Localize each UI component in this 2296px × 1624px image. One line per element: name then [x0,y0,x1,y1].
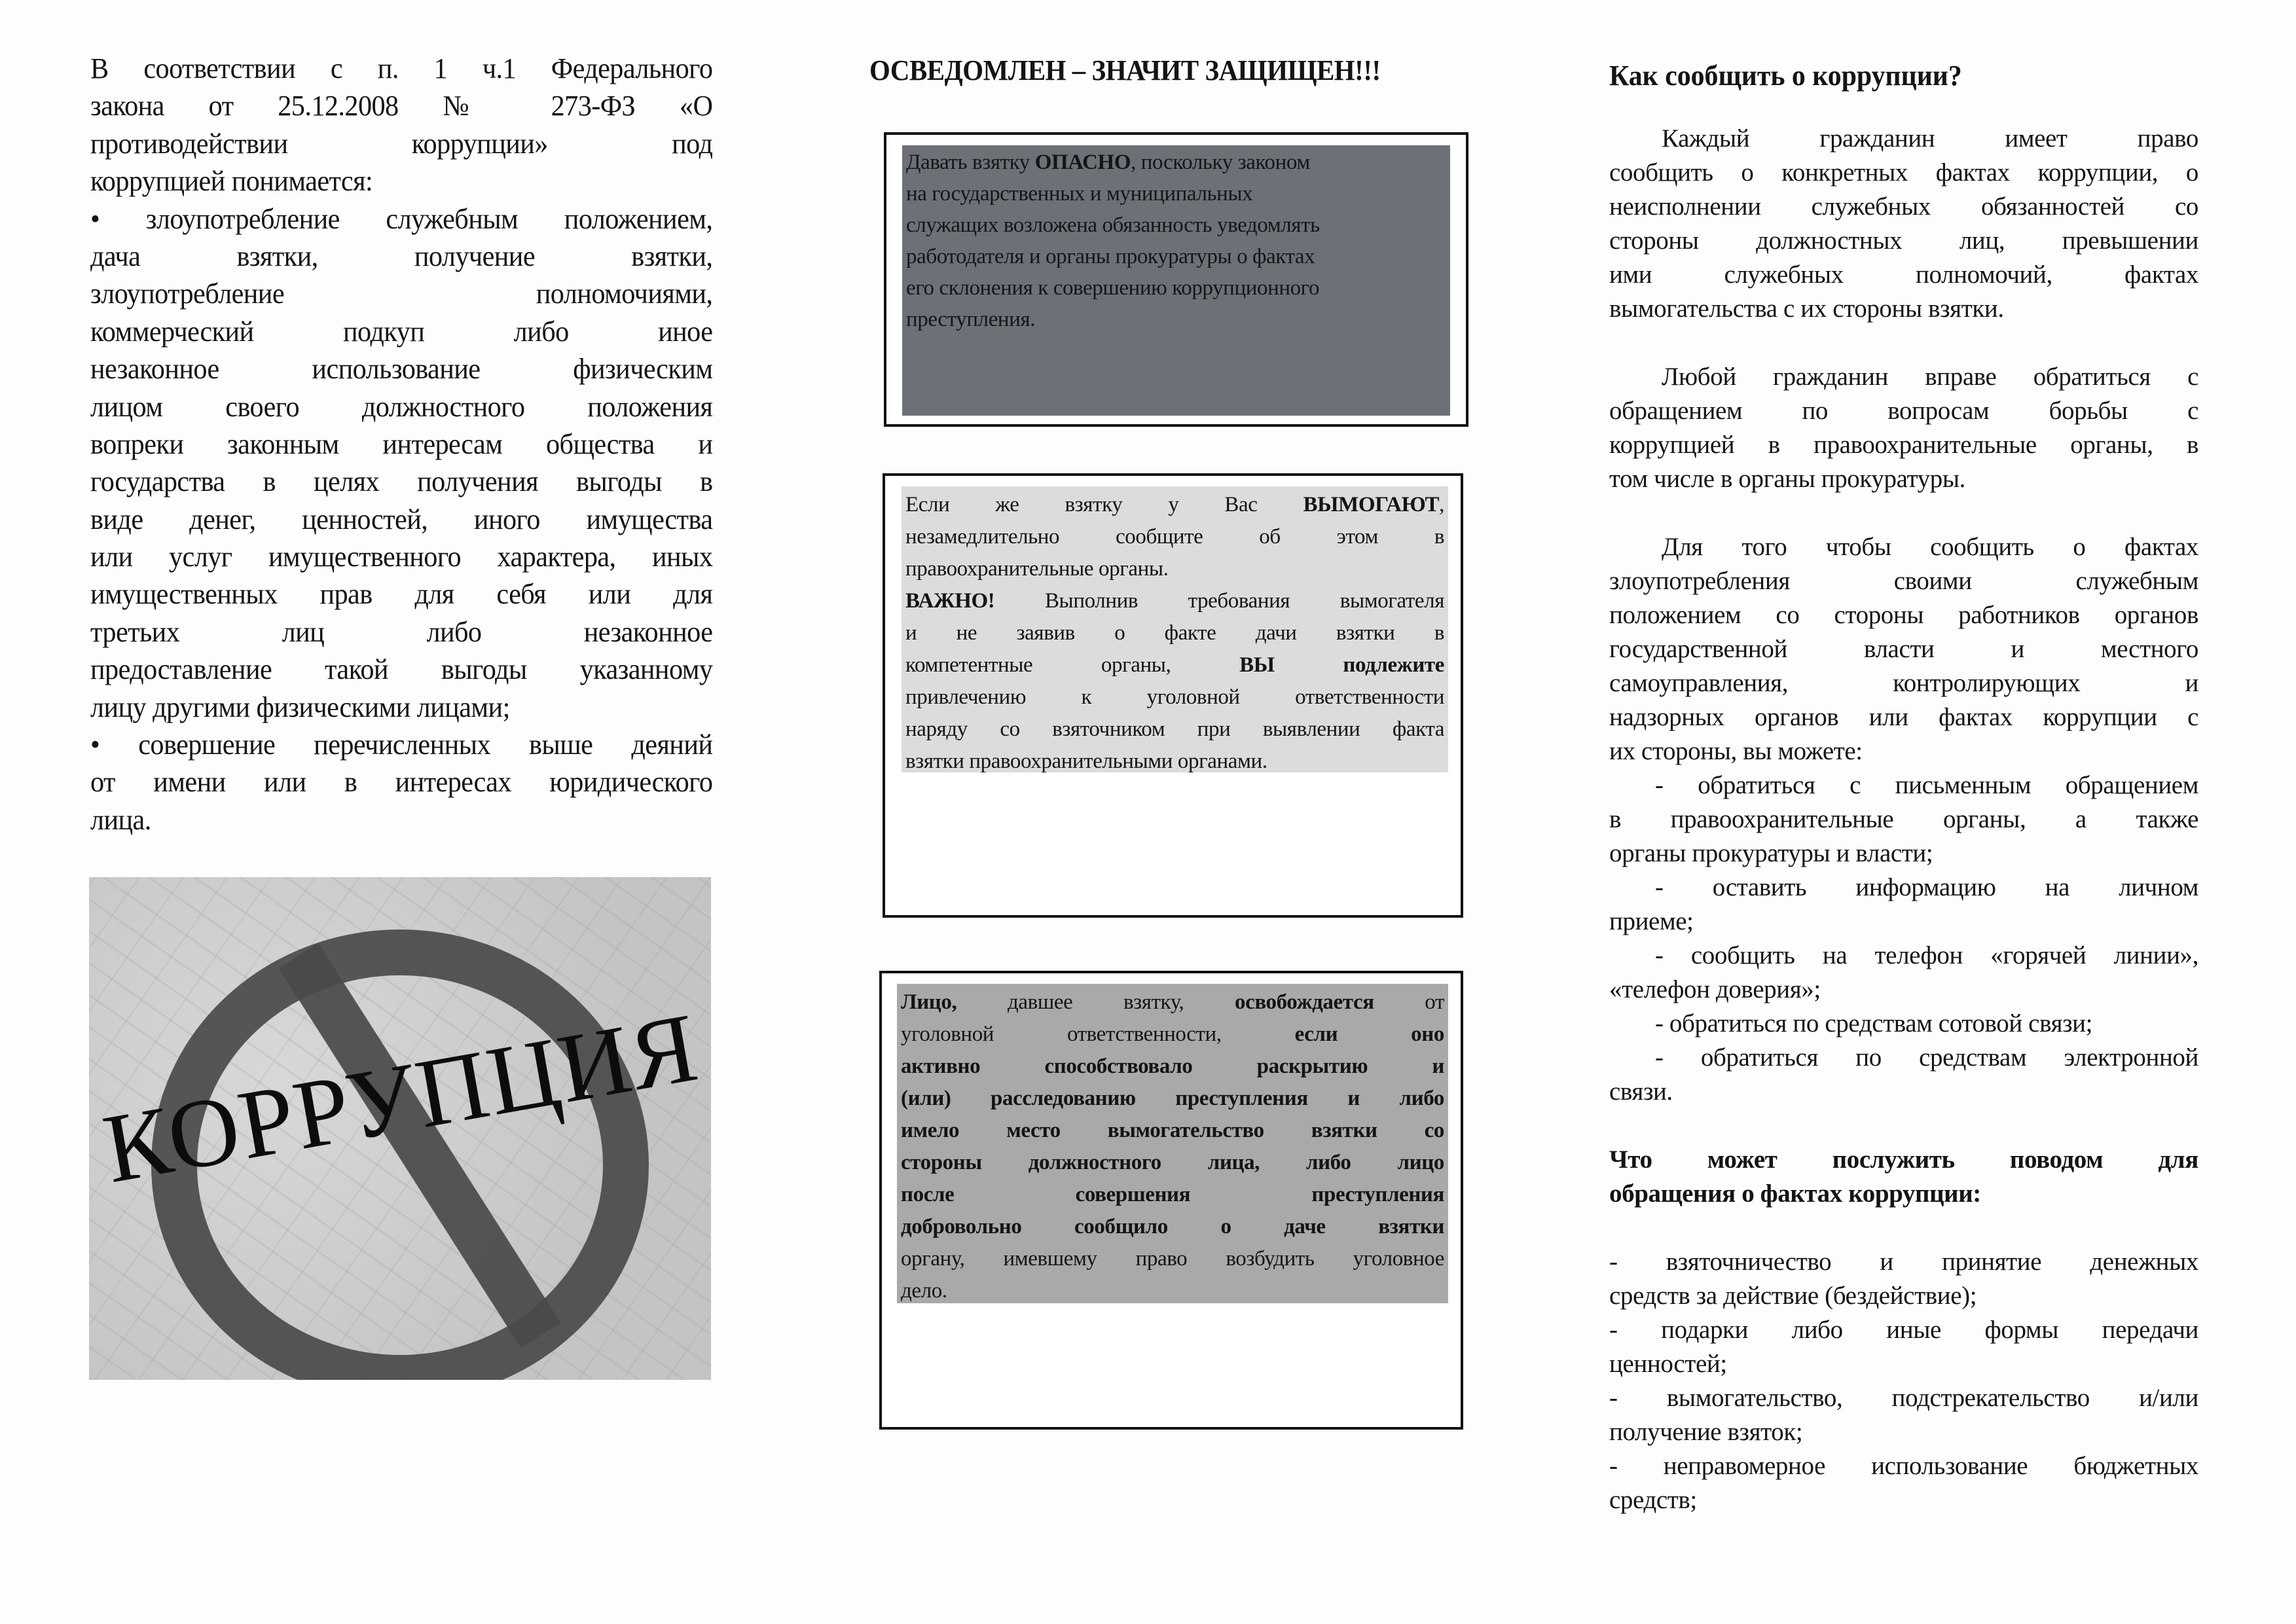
box-text-line [906,241,1446,272]
list-line: - подарки либо иные формы передачи [1609,1316,2198,1344]
text-segment: на государственных и муниципальных [906,182,1253,206]
box-text-line [905,681,1444,713]
list-line: - вымогательство, подстрекательство и/или [1609,1384,2198,1412]
report-way-item [1609,768,2198,871]
paragraph-line: обращением по вопросам борьбы с [1609,397,2198,425]
emphasis-text: после совершения преступления [901,1183,1444,1206]
left-column [90,50,712,839]
definition-line: дача взятки, получение взятки, [90,240,713,272]
definition-line: лица. [90,803,151,836]
box-text-line [905,585,1444,617]
box-text-line [901,986,1444,1019]
definition-line: незаконное использование физическим [90,353,713,386]
emphasis-text: (или) расследованию преступления и либо [901,1087,1444,1110]
info-box-extortion-text [902,486,1448,772]
info-box-danger [884,132,1468,427]
paragraph-line: том числе в органы прокуратуры. [1609,465,1965,493]
box-text-line [905,521,1444,553]
info-box-danger-text [902,145,1450,416]
definition-line: предоставление такой выгоды указанному [90,653,713,686]
definition-line: от имени или в интересах юридического [90,766,713,799]
text-segment: преступления. [906,308,1036,331]
paragraph-line: Любой гражданин вправе обратиться с [1662,363,2198,391]
definition-line: государства в целях получения выгоды в [90,465,713,498]
box-text-line [901,1147,1444,1179]
list-line: связи. [1609,1077,1673,1106]
anti-corruption-image [89,877,711,1380]
box-text-line [905,553,1444,585]
text-segment: компетентные органы, [905,653,1240,677]
box-text-line [906,147,1446,178]
emphasis-text: ВЫ подлежите [1239,653,1444,677]
box-text-line [906,209,1446,241]
corruption-word: КОРРУПЦИЯ [96,992,706,1204]
list-line: - взяточничество и принятие денежных [1609,1248,2198,1276]
text-segment: давшее взятку, [957,990,1235,1014]
box-text-line [901,1275,1444,1307]
definition-line: коммерческий подкуп либо иное [90,315,713,348]
subheading-line: обращения о фактах коррупции: [1609,1180,1981,1208]
reason-item [1609,1313,2198,1381]
text-segment: Выполнив требования вымогателя [994,589,1444,613]
box-text-line [905,489,1444,521]
paragraph-line: Для того чтобы сообщить о фактах [1662,533,2198,561]
paragraph-law-enforcement [1609,360,2198,496]
report-heading: Как сообщить о коррупции? [1609,60,1962,92]
paragraph-line: самоуправления, контролирующих и [1609,669,2198,697]
report-way-item [1609,871,2198,939]
emphasis-text: имело место вымогательство взятки со [901,1119,1444,1142]
emphasis-text: освобождается [1235,990,1374,1014]
list-line: приеме; [1609,907,1694,935]
text-segment: незамедлительно сообщите об этом в [905,525,1444,549]
paragraph-how-to-report [1609,530,2198,768]
list-line: ценностей; [1609,1350,1727,1378]
list-line: средств; [1609,1486,1697,1514]
text-segment: , [1439,493,1444,516]
box-text-line [901,1115,1444,1147]
box-text-line [901,1179,1444,1211]
box-text-line [905,617,1444,649]
emphasis-text: активно способствовало раскрытию и [901,1055,1444,1078]
text-segment: наряду со взяточником при выявлении факта [905,717,1444,741]
definition-line: или услуг имущественного характера, иных [90,541,713,573]
text-segment: дело. [901,1279,947,1303]
definition-line: имущественных прав для себя или для [90,578,713,611]
list-line: - обратиться по средствам электронной [1655,1043,2198,1072]
report-way-item [1609,1007,2198,1041]
reason-item [1609,1245,2198,1313]
reason-item [1609,1449,2198,1517]
definition-line: вопреки законным интересам общества и [90,427,713,460]
text-segment: работодателя и органы прокуратуры о фактах [906,245,1315,268]
definition-line: закона от 25.12.2008 № 273-ФЗ «О [90,90,713,122]
emphasis-text: добровольно сообщило о даче взятки [901,1215,1444,1238]
list-line: в правоохранительные органы, а также [1609,805,2198,833]
text-segment: правоохранительные органы. [905,557,1169,581]
paragraph-line: ими служебных полномочий, фактах [1609,261,2198,289]
paragraph-right-to-report [1609,122,2198,326]
definition-line: виде денег, ценностей, иного имущества [90,503,713,535]
emphasis-text: ВАЖНО! [905,589,995,613]
list-line: - обратиться с письменным обращением [1655,771,2198,799]
list-line: - оставить информацию на личном [1655,873,2198,901]
reason-item [1609,1381,2198,1449]
box-text-line [905,649,1444,681]
paragraph-line: государственной власти и местного [1609,635,2198,663]
paragraph-line: коррупцией в правоохранительные органы, в [1609,431,2198,459]
paragraph-line: злоупотребления своими служебным [1609,567,2198,595]
info-box-exemption-text [897,984,1448,1303]
list-line: получение взяток; [1609,1418,1803,1446]
report-way-item [1609,939,2198,1007]
emphasis-text: Лицо, [901,990,957,1014]
emphasis-text: стороны должностного лица, либо лицо [901,1151,1444,1174]
paragraph-line: сообщить о конкретных фактах коррупции, о [1609,158,2198,187]
definition-line: противодействии коррупции» под [90,127,713,160]
box-text-line [901,1051,1444,1083]
text-segment: служащих возложена обязанность уведомлять [906,213,1320,237]
definition-line: третьих лиц либо незаконное [90,615,713,648]
list-line: средств за действие (бездействие); [1609,1282,1977,1310]
definition-line: • совершение перечисленных выше деяний [90,729,713,761]
text-segment: взятки правоохранительными органами. [905,749,1267,773]
text-segment: и не заявив о факте дачи взятки в [905,621,1444,645]
text-segment: его склонения к совершению коррупционного [906,276,1320,300]
right-column [1609,56,2198,1517]
reasons-list [1609,1245,2198,1517]
emphasis-text: ВЫМОГАЮТ [1303,493,1440,516]
definition-line: В соответствии с п. 1 ч.1 Федерального [90,52,713,84]
box-text-line [905,713,1444,746]
paragraph-line: положением со стороны работников органов [1609,601,2198,629]
box-text-line [901,1211,1444,1243]
definition-line: злоупотребление полномочиями, [90,278,713,310]
paragraph-line: их стороны, вы можете: [1609,737,1863,765]
emphasis-text: ОПАСНО [1034,151,1131,174]
list-line: органы прокуратуры и власти; [1609,839,1933,867]
text-segment: Давать взятку [906,151,1035,174]
list-line: - сообщить на телефон «горячей линии», [1655,941,2198,969]
text-segment: органу, имевшему право возбудить уголовное [901,1247,1444,1271]
text-segment: от [1374,990,1444,1014]
text-segment: , поскольку законом [1131,151,1310,174]
box-text-line [906,304,1446,335]
box-text-line [901,1019,1444,1051]
text-segment: привлечению к уголовной ответственности [905,685,1444,709]
emphasis-text: если оно [1294,1022,1444,1046]
box-text-line [905,746,1444,778]
reasons-subheading [1609,1143,2198,1211]
info-box-extortion [883,473,1463,918]
text-segment: Если же взятку у Вас [905,493,1303,516]
info-box-exemption [879,971,1463,1430]
paragraph-line: неисполнении служебных обязанностей со [1609,192,2198,221]
definition-line: лицом своего должностного положения [90,390,713,423]
report-ways-list [1609,768,2198,1109]
list-line: - неправомерное использование бюджетных [1609,1452,2198,1480]
text-segment: уголовной ответственности, [901,1022,1295,1046]
box-text-line [906,178,1446,209]
paragraph-line: надзорных органов или фактах коррупции с [1609,703,2198,731]
box-text-line [901,1243,1444,1275]
definition-line: • злоупотребление служебным положением, [90,202,713,235]
paragraph-line: вымогательства с их стороны взятки. [1609,295,2004,323]
subheading-line: Что может послужить поводом для [1609,1146,2198,1174]
list-line: «телефон доверия»; [1609,975,1821,1003]
paragraph-line: стороны должностных лиц, превышении [1609,226,2198,255]
list-line: - обратиться по средствам сотовой связи; [1655,1009,2093,1038]
box-text-line [901,1083,1444,1115]
paragraph-line: Каждый гражданин имеет право [1662,124,2198,153]
definition-line: коррупцией понимается: [90,165,373,198]
box-text-line [906,272,1446,304]
report-way-item [1609,1041,2198,1109]
middle-title: ОСВЕДОМЛЕН – ЗНАЧИТ ЗАЩИЩЕН!!! [869,54,1381,86]
definition-line: лицу другими физическими лицами; [90,691,510,723]
